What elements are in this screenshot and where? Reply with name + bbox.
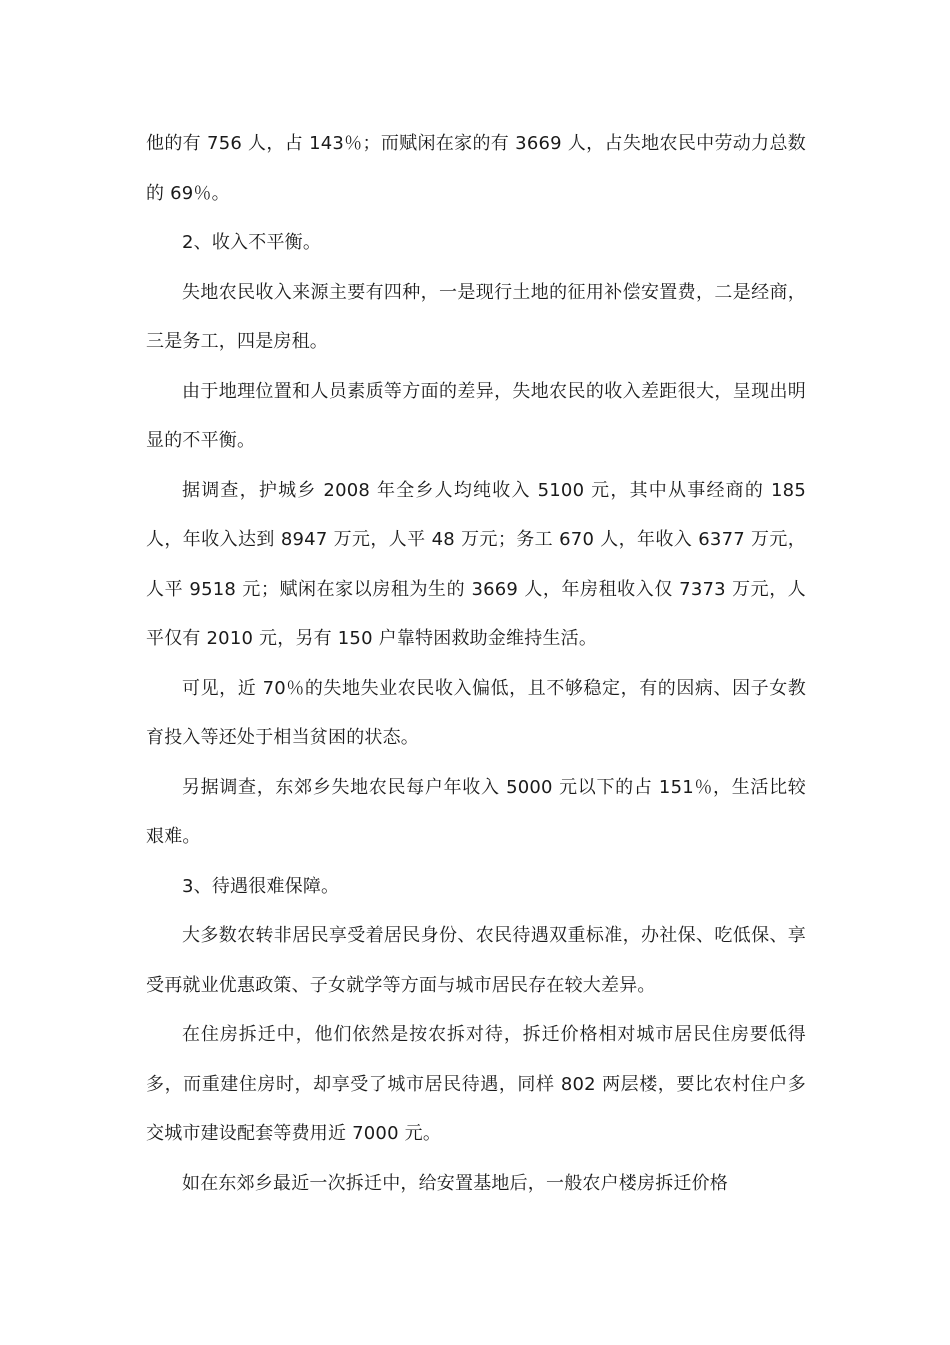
paragraph-dual-standard: 大多数农转非居民享受着居民身份、农民待遇双重标准，办社保、吃低保、享受再就业优惠政策、子女就学等方面与城市居民存在较大差异。 — [146, 925, 806, 996]
paragraph-demolition-example: 如在东郊乡最近一次拆迁中，给安置基地后，一般农户楼房拆迁价格 — [182, 1172, 728, 1194]
paragraph-income-gap: 由于地理位置和人员素质等方面的差异，失地农民的收入差距很大，呈现出明显的不平衡。 — [146, 380, 806, 451]
paragraph-survey-dongjiaoxiang: 另据调查，东郊乡失地农民每户年收入 5000 元以下的占 151％，生活比较艰难。 — [146, 776, 806, 847]
paragraph-survey-huchengxiang: 据调查，护城乡 2008 年全乡人均纯收入 5100 元，其中从事经商的 185 人，年收入达到 8947 万元，人平 48 万元；务工 670 人，年收入 6377 万元，人平 9518 元；赋闲在家以房租为生的 3669 人，年房租收入仅 7373 万元，人平仅有 2010 元，另有 150 户靠特困救助金维持生活。 — [146, 479, 806, 649]
heading-income-imbalance: 2、收入不平衡。 — [182, 232, 322, 253]
paragraph-1: 他的有 756 人，占 143％；而赋闲在家的有 3669 人，占失地农民中劳动力总数的 69％。 — [146, 133, 806, 204]
document-body — [146, 119, 806, 1208]
paragraph-income-sources: 失地农民收入来源主要有四种，一是现行土地的征用补偿安置费，二是经商，三是务工，四是房租。 — [146, 281, 806, 352]
heading-treatment: 3、待遇很难保障。 — [182, 875, 340, 897]
paragraph-low-income: 可见，近 70％的失地失业农民收入偏低，且不够稳定，有的因病、因子女教育投入等还处于相当贫困的状态。 — [146, 677, 806, 748]
paragraph-housing-demolition: 在住房拆迁中，他们依然是按农拆对待，拆迁价格相对城市居民住房要低得多，而重建住房时，却享受了城市居民待遇，同样 802 两层楼，要比农村住户多交城市建设配套等费用近 7000 元。 — [146, 1024, 806, 1144]
